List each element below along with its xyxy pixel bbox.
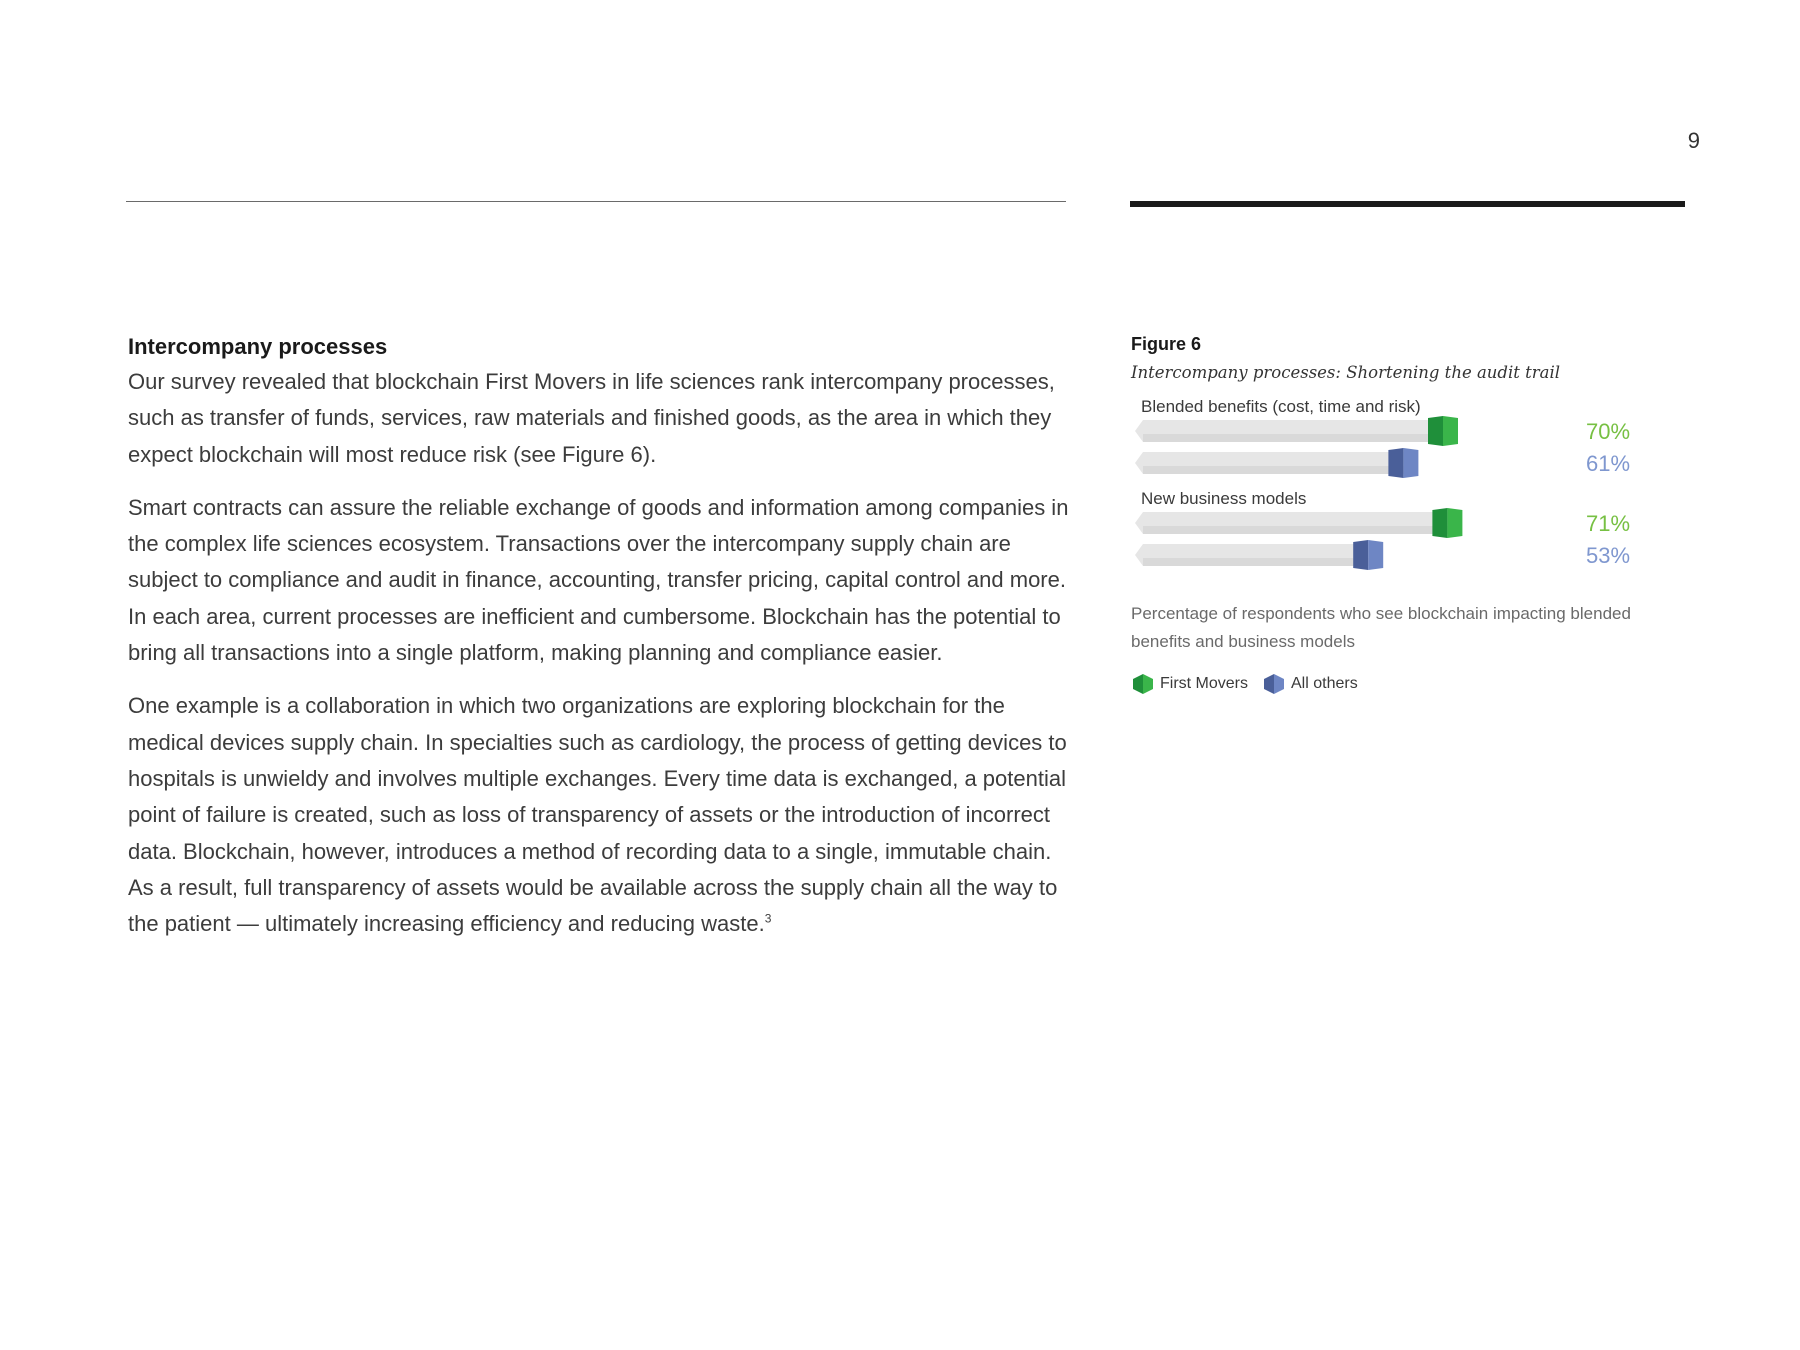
bar-track-shade [1143, 558, 1368, 566]
paragraph-1: Our survey revealed that blockchain First Movers in life sciences rank intercompany processes, such as transfer of funds, services, raw materials and finished goods, as the area in which they expect blockchain will most reduce risk (see Figure 6). [128, 369, 1055, 467]
category-label: Blended benefits (cost, time and risk) [1141, 397, 1421, 416]
paragraph-2: Smart contracts can assure the reliable exchange of goods and information among companies in the complex life sciences ecosystem. Transactions over the intercompany supply chain are subject to compliance and audit in finance, accounting, transfer pricing, capital control and more. In each area, current processes are inefficient and cumbersome. Blockchain has the potential to bring all transactions into a single platform, making planning and compliance easier. [128, 494, 1069, 666]
figure-label: Figure 6 [1131, 334, 1202, 354]
paragraph-3 [128, 688, 1073, 942]
legend-item-first-movers [1131, 672, 1248, 696]
marker-all-others-right [1403, 448, 1418, 478]
legend-item-all-others [1262, 672, 1358, 696]
marker-all-others-right [1368, 540, 1383, 570]
bar-chart [1131, 394, 1691, 582]
marker-first-movers-left [1428, 416, 1443, 446]
legend-label-all-others: All others [1291, 675, 1358, 692]
marker-first-movers-right [1447, 508, 1462, 538]
header-rule-left [126, 201, 1066, 202]
category-label: New business models [1141, 489, 1307, 508]
figure-6 [1131, 332, 1691, 696]
marker-first-movers-left [1432, 508, 1447, 538]
blue-cube-icon [1262, 672, 1286, 696]
figure-caption: Percentage of respondents who see blockchain impacting blended benefits and business models [1131, 604, 1631, 651]
marker-all-others-left [1388, 448, 1403, 478]
footnote-marker: 3 [764, 911, 772, 926]
value-label-first-movers: 70% [1586, 419, 1631, 444]
legend-label-first-movers: First Movers [1160, 675, 1248, 692]
section-heading: Intercompany processes [128, 334, 388, 359]
page-number: 9 [1687, 128, 1700, 153]
marker-all-others-left [1353, 540, 1368, 570]
value-label-all-others: 61% [1586, 451, 1631, 476]
bar-track-shade [1143, 526, 1447, 534]
green-cube-icon [1131, 672, 1155, 696]
figure-title: Intercompany processes: Shortening the audit trail [1131, 363, 1561, 382]
value-label-first-movers: 71% [1586, 511, 1631, 536]
bar-track-shade [1143, 466, 1403, 474]
chart-legend [1131, 672, 1691, 696]
marker-first-movers-right [1443, 416, 1458, 446]
main-column [128, 332, 1073, 959]
header-rule-right [1130, 201, 1685, 207]
value-label-all-others: 53% [1586, 543, 1631, 568]
paragraph-3-text: One example is a collaboration in which two organizations are exploring blockchain for the medical devices supply chain. In specialties such as cardiology, the process of getting devices to hospitals is unwieldy and involves multiple exchanges. Every time data is exchanged, a potential point of failure is created, such as loss of transparency of assets or the introduction of incorrect data. Blockchain, however, introduces a method of recording data to a single, immutable chain. As a result, full transparency of assets would be available across the supply chain all the way to the patient — ultimately increasing efficiency and reducing waste. [128, 693, 1067, 937]
bar-track-shade [1143, 434, 1443, 442]
